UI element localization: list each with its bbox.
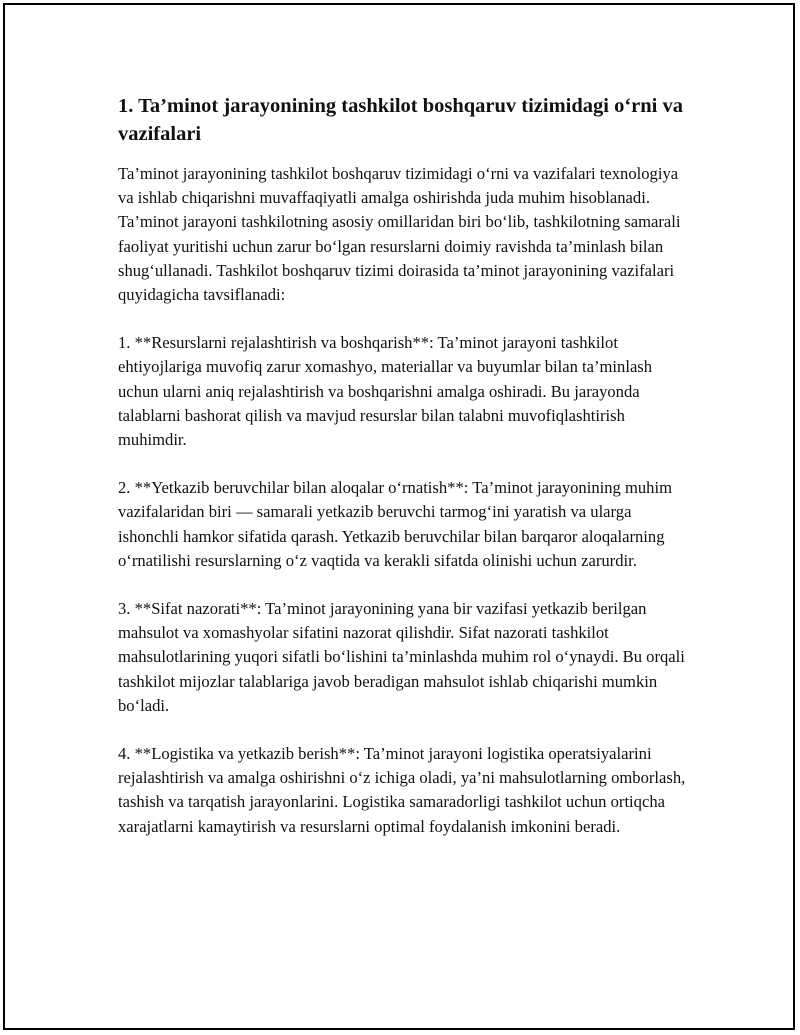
list-item-logistics: 4. **Logistika va yetkazib berish**: Ta’minot jarayoni logistika operatsiyalarini rejalashtirish va amalga oshirishni o‘z ichiga oladi, ya’ni mahsulotlarning omborlash, tashish va tarqatish jarayonlarini. Logistika samaradorligi tashkilot uchun ortiqcha xarajatlarni kamaytirish va resurslarni optimal foydalanish imkonini beradi.	[118, 744, 686, 836]
list-item-resource-planning: 1. **Resurslarni rejalashtirish va boshqarish**: Ta’minot jarayoni tashkilot ehtiyojlariga muvofiq zarur xomashyo, materiallar va buyumlar bilan ta’minlash uchun ularni aniq rejalashtirish va boshqarishni amalga oshiradi. Bu jarayonda talablarni bashorat qilish va mavjud resurslar bilan talabni muvofiqlashtirish muhimdir.	[118, 333, 653, 450]
section-heading: 1. Ta’minot jarayonining tashkilot boshqaruv tizimidagi o‘rni va vazifalari	[118, 95, 683, 145]
list-item-supplier-relations: 2. **Yetkazib beruvchilar bilan aloqalar o‘rnatish**: Ta’minot jarayonining muhim vazifalaridan biri — samarali yetkazib beruvchi tarmog‘ini yaratish va ularga ishonchli hamkor sifatida qarash. Yetkazib beruvchilar bilan barqaror aloqalarning o‘rnatilishi resurslarning o‘z vaqtida va kerakli sifatda olinishi uchun zarurdir.	[118, 478, 672, 570]
intro-paragraph: Ta’minot jarayonining tashkilot boshqaruv tizimidagi o‘rni va vazifalari texnologiya va ishlab chiqarishni muvaffaqiyatli amalga oshirishda juda muhim hisoblanadi. Ta’minot jarayoni tashkilotning asosiy omillaridan biri bo‘lib, tashkilotning samarali faoliyat yuritishi uchun zarur bo‘lgan resurslarni doimiy ravishda ta’minlash bilan shug‘ullanadi. Tashkilot boshqaruv tizimi doirasida ta’minot jarayonining vazifalari quyidagicha tavsiflanadi:	[118, 164, 681, 305]
list-item-quality-control: 3. **Sifat nazorati**: Ta’minot jarayonining yana bir vazifasi yetkazib berilgan mahsulot va xomashyolar sifatini nazorat qilishdir. Sifat nazorati tashkilot mahsulotlarining yuqori sifatli bo‘lishini ta’minlashda muhim rol o‘ynaydi. Bu orqali tashkilot mijozlar talablariga javob beradigan mahsulot ishlab chiqarishi mumkin bo‘ladi.	[118, 599, 685, 715]
document-body	[118, 92, 690, 863]
